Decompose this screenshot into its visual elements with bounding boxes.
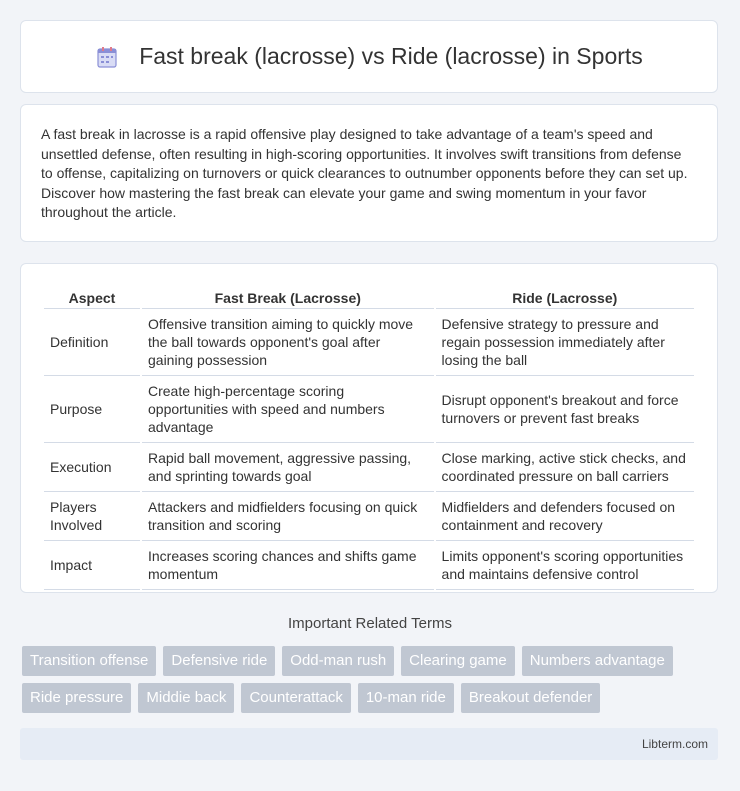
table-row (44, 309, 694, 376)
table-row (44, 492, 694, 541)
related-term-tag[interactable]: 10-man ride (358, 683, 454, 713)
ride-cell: Close marking, active stick checks, and coordinated pressure on ball carriers (436, 443, 694, 492)
aspect-cell: Definition (44, 309, 140, 376)
related-term-tag[interactable]: Clearing game (401, 646, 515, 676)
fast-break-cell: Rapid ball movement, aggressive passing, and sprinting towards goal (142, 443, 434, 492)
fast-break-cell: Increases scoring chances and shifts game momentum (142, 541, 434, 590)
page-title: Fast break (lacrosse) vs Ride (lacrosse) in Sports (139, 43, 643, 69)
related-term-tag[interactable]: Defensive ride (163, 646, 275, 676)
document-icon (95, 45, 119, 69)
related-term-tag[interactable]: Odd-man rush (282, 646, 394, 676)
footer (20, 728, 718, 760)
related-term-tag[interactable]: Middie back (138, 683, 234, 713)
aspect-cell: Purpose (44, 376, 140, 443)
table-row (44, 376, 694, 443)
related-term-tag[interactable]: Transition offense (22, 646, 156, 676)
aspect-cell: Execution (44, 443, 140, 492)
related-terms-heading: Important Related Terms (288, 615, 452, 632)
aspect-cell: Impact (44, 541, 140, 590)
related-term-tag[interactable]: Ride pressure (22, 683, 131, 713)
ride-cell: Limits opponent's scoring opportunities and maintains defensive control (436, 541, 694, 590)
page-header (20, 20, 718, 93)
intro-card (20, 104, 718, 242)
fast-break-cell: Offensive transition aiming to quickly move the ball towards opponent's goal after gaining possession (142, 309, 434, 376)
column-header-ride: Ride (Lacrosse) (436, 284, 694, 309)
table-header-row (44, 284, 694, 309)
column-header-fast-break: Fast Break (Lacrosse) (142, 284, 434, 309)
fast-break-cell: Attackers and midfielders focusing on quick transition and scoring (142, 492, 434, 541)
aspect-cell: Players Involved (44, 492, 140, 541)
ride-cell: Disrupt opponent's breakout and force turnovers or prevent fast breaks (436, 376, 694, 443)
comparison-table (42, 284, 696, 590)
related-term-tag[interactable]: Counterattack (241, 683, 350, 713)
footer-site-link[interactable]: Libterm.com (641, 737, 708, 751)
ride-cell: Midfielders and defenders focused on containment and recovery (436, 492, 694, 541)
column-header-aspect: Aspect (44, 284, 140, 309)
related-term-tag[interactable]: Numbers advantage (522, 646, 673, 676)
comparison-card (20, 263, 718, 593)
fast-break-cell: Create high-percentage scoring opportunities with speed and numbers advantage (142, 376, 434, 443)
table-row (44, 443, 694, 492)
related-terms-list (22, 646, 722, 713)
intro-text: A fast break in lacrosse is a rapid offensive play designed to take advantage of a team's speed and unsettled defense, often resulting in high-scoring opportunities. It involves swift transitions from defense to offense, capitalizing on turnovers or quick clearances to outnumber opponents before they can set up. Discover how mastering the fast break can elevate your game and swing momentum in your favor throughout the article. (41, 126, 688, 220)
table-row (44, 541, 694, 590)
related-term-tag[interactable]: Breakout defender (461, 683, 600, 713)
ride-cell: Defensive strategy to pressure and regain possession immediately after losing the ball (436, 309, 694, 376)
